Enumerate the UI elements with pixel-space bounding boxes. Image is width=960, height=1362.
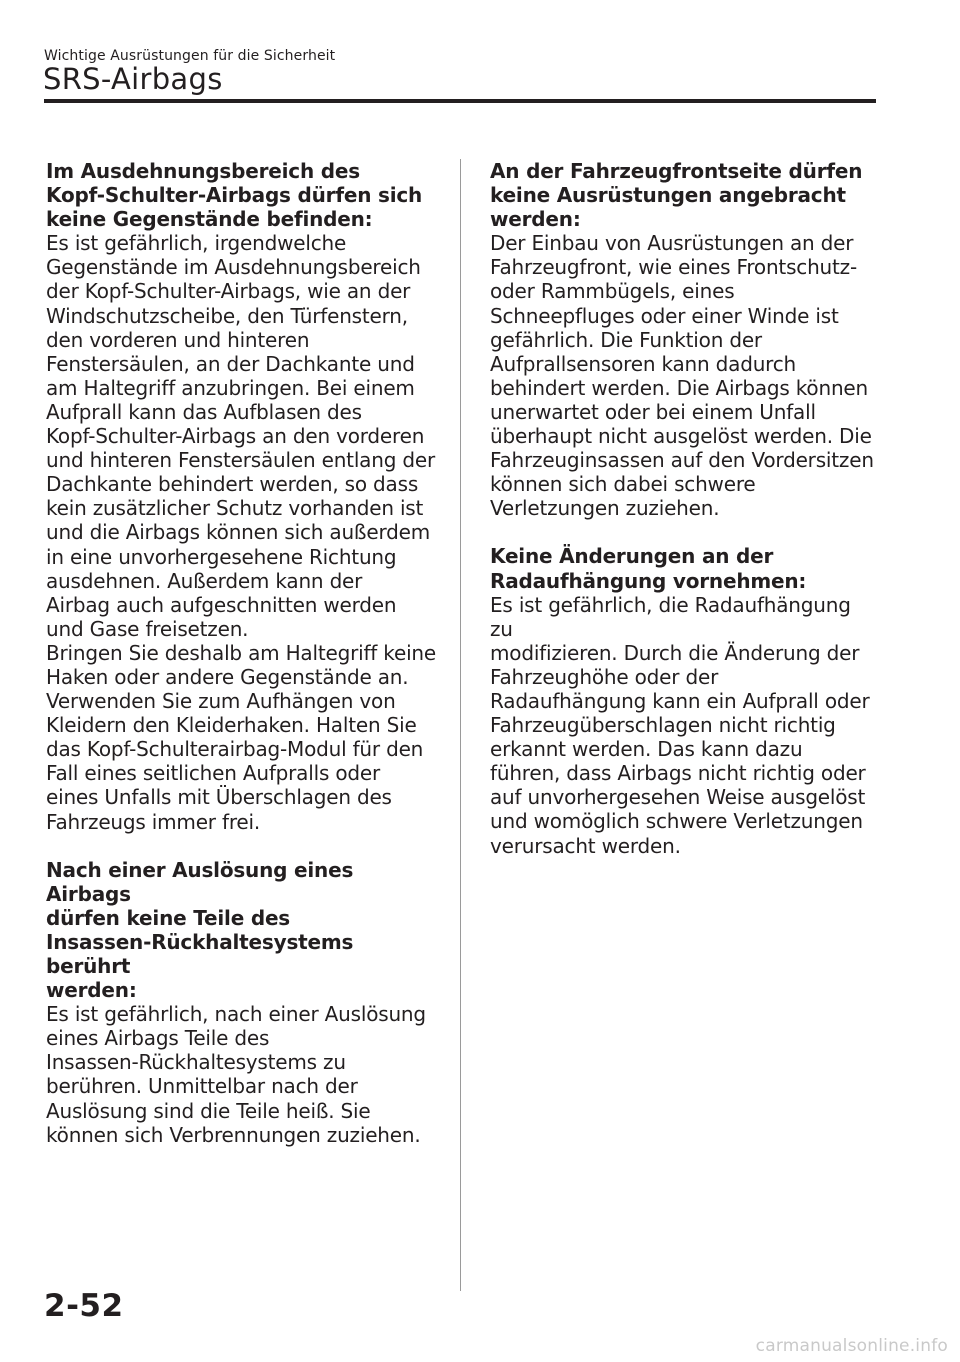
- header-divider: [44, 99, 876, 103]
- section-body: Es ist gefährlich, nach einer Auslösung eines Airbags Teile des Insassen-Rückhaltesystems zu berühren. Unmittelbar nach der Auslösung sind die Teile heiß. Sie können sich Verbrennungen zuziehen.: [46, 1002, 426, 1147]
- section-heading: Keine Änderungen an der Radaufhängung vornehmen:: [490, 544, 807, 593]
- right-column: [490, 159, 876, 882]
- column-divider: [460, 159, 461, 1291]
- section-heading: An der Fahrzeugfrontseite dürfen keine Ausrüstungen angebracht werden:: [490, 159, 863, 232]
- warning-section-front-equipment: [490, 159, 876, 520]
- section-body: Es ist gefährlich, die Radaufhängung zu modifizieren. Durch die Änderung der Fahrzeughöhe oder der Radaufhängung kann ein Aufprall oder Fahrzeugüberschlagen nicht richtig erkannt werden. Das kann dazu führen, dass Airbags nicht richtig oder auf unvorhergesehen Weise ausgelöst und womöglich schwere Verletzungen verursacht werden.: [490, 592, 870, 858]
- warning-section-head-shoulder-airbag: [46, 159, 438, 834]
- warning-section-after-deployment: [46, 858, 438, 1147]
- left-column: [46, 159, 438, 1171]
- section-heading: Nach einer Auslösung eines Airbags dürfen keine Teile des Insassen-Rückhaltesystems berührt werden:: [46, 857, 354, 1003]
- watermark-link[interactable]: carmanualsonline.info: [755, 1336, 948, 1356]
- section-body: Der Einbau von Ausrüstungen an der Fahrzeugfront, wie eines Frontschutz- oder Rammbügels, eines Schneepfluges oder einer Winde ist gefährlich. Die Funktion der Aufprallsensoren kann dadurch behindert werden. Die Airbags können unerwartet oder bei einem Unfall überhaupt nicht ausgelöst werden. Die Fahrzeuginsassen auf den Vordersitzen können sich dabei schwere Verletzungen zuziehen.: [490, 231, 874, 521]
- page-number: 2-52: [44, 1288, 124, 1324]
- page-title: SRS-Airbags: [43, 62, 223, 96]
- section-body: Es ist gefährlich, irgendwelche Gegenstände im Ausdehnungsbereich der Kopf-Schulter-Airbags, wie an der Windschutzscheibe, den Türfenstern, den vorderen und hinteren Fenstersäulen, an der Dachkante und am Haltegriff anzubringen. Bei einem Aufprall kann das Aufblasen des Kopf-Schulter-Airbags an den vorderen und hinteren Fenstersäulen entlang der Dachkante behindert werden, so dass kein zusätzlicher Schutz vorhanden ist und die Airbags können sich außerdem in eine unvorhergesehene Richtung ausdehnen. Außerdem kann der Airbag auch aufgeschnitten werden und Gase freisetzen. Bringen Sie deshalb am Haltegriff keine Haken oder andere Gegenstände an. Verwenden Sie zum Aufhängen von Kleidern den Kleiderhaken. Halten Sie das Kopf-Schulterairbag-Modul für den Fall eines seitlichen Aufpralls oder eines Unfalls mit Überschlagen des Fahrzeugs immer frei.: [46, 231, 437, 834]
- section-subtitle: Wichtige Ausrüstungen für die Sicherheit: [44, 48, 336, 64]
- section-heading: Im Ausdehnungsbereich des Kopf-Schulter-Airbags dürfen sich keine Gegenstände befinden:: [46, 159, 423, 232]
- warning-section-suspension: [490, 544, 876, 857]
